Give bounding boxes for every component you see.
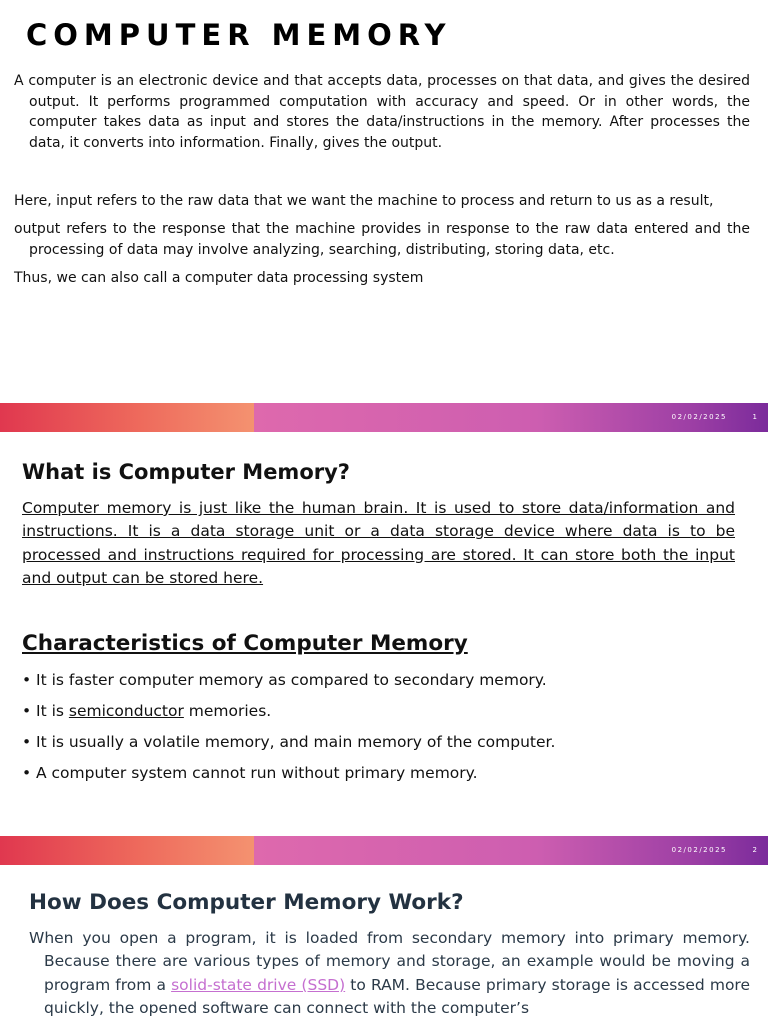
footer-date: 02/02/2025 xyxy=(671,413,727,421)
list-item xyxy=(22,762,735,784)
slide-1 xyxy=(0,0,768,432)
slide-footer-bar xyxy=(0,403,768,432)
list-item-text: It is faster computer memory as compared to secondary memory. xyxy=(36,671,547,689)
input-paragraph: Here, input refers to the raw data that we want the machine to process and return to us as a result, xyxy=(14,193,714,209)
list-item xyxy=(22,669,735,691)
list-item-text: It is usually a volatile memory, and main memory of the computer. xyxy=(36,733,556,751)
memory-work-paragraph xyxy=(29,927,750,1020)
output-paragraph: output refers to the response that the machine provides in response to the raw data entered and the processing of data may involve analyzing, searching, distributing, storing data, etc. xyxy=(14,221,750,258)
paragraph-text-post: to RAM. Because primary storage is accessed more quickly, the opened software can connect with the computer’s xyxy=(44,975,751,1017)
slide-3 xyxy=(0,866,768,1024)
footer-date: 02/02/2025 xyxy=(671,846,727,854)
summary-paragraph: Thus, we can also call a computer data processing system xyxy=(14,270,424,286)
slide-title: COMPUTER MEMORY xyxy=(26,18,452,52)
ssd-link[interactable]: solid-state drive (SSD) xyxy=(171,975,346,994)
list-item-text-pre: It is xyxy=(36,702,69,720)
list-item xyxy=(22,731,735,753)
slide-2 xyxy=(0,433,768,866)
footer-accent-left xyxy=(0,836,254,865)
list-item-text: A computer system cannot run without primary memory. xyxy=(36,764,478,782)
footer-accent-left xyxy=(0,403,254,432)
section-heading: How Does Computer Memory Work? xyxy=(29,890,464,915)
characteristics-heading: Characteristics of Computer Memory xyxy=(22,631,468,656)
list-item xyxy=(22,700,735,722)
bullet-icon: • xyxy=(22,733,32,751)
characteristics-list xyxy=(22,669,735,793)
bullet-icon: • xyxy=(22,764,32,782)
paragraph-text-pre: When you open a program, it is loaded from secondary memory into primary memory. Because there are various types of memory and storage, an example would be moving a program from a xyxy=(29,929,750,994)
memory-definition-paragraph: Computer memory is just like the human brain. It is used to store data/information and instructions. It is a data storage unit or a data storage device where data is to be processed and instructions required for processing are stored. It can store both the input and output can be stored here. xyxy=(22,499,735,587)
semiconductor-link[interactable]: semiconductor xyxy=(68,702,184,720)
list-item-text-post: memories. xyxy=(183,702,272,720)
intro-paragraph: A computer is an electronic device and that accepts data, processes on that data, and gives the desired output. It performs programmed computation with accuracy and speed. Or in other words, the computer takes data as input and stores the data/instructions in the memory. After processes the data, it converts into information. Finally, gives the output. xyxy=(14,73,750,151)
bullet-icon: • xyxy=(22,671,32,689)
section-heading: What is Computer Memory? xyxy=(22,460,350,484)
footer-page-number: 2 xyxy=(752,846,757,854)
bullet-icon: • xyxy=(22,702,32,720)
slide-footer-bar xyxy=(0,836,768,865)
footer-page-number: 1 xyxy=(752,413,757,421)
